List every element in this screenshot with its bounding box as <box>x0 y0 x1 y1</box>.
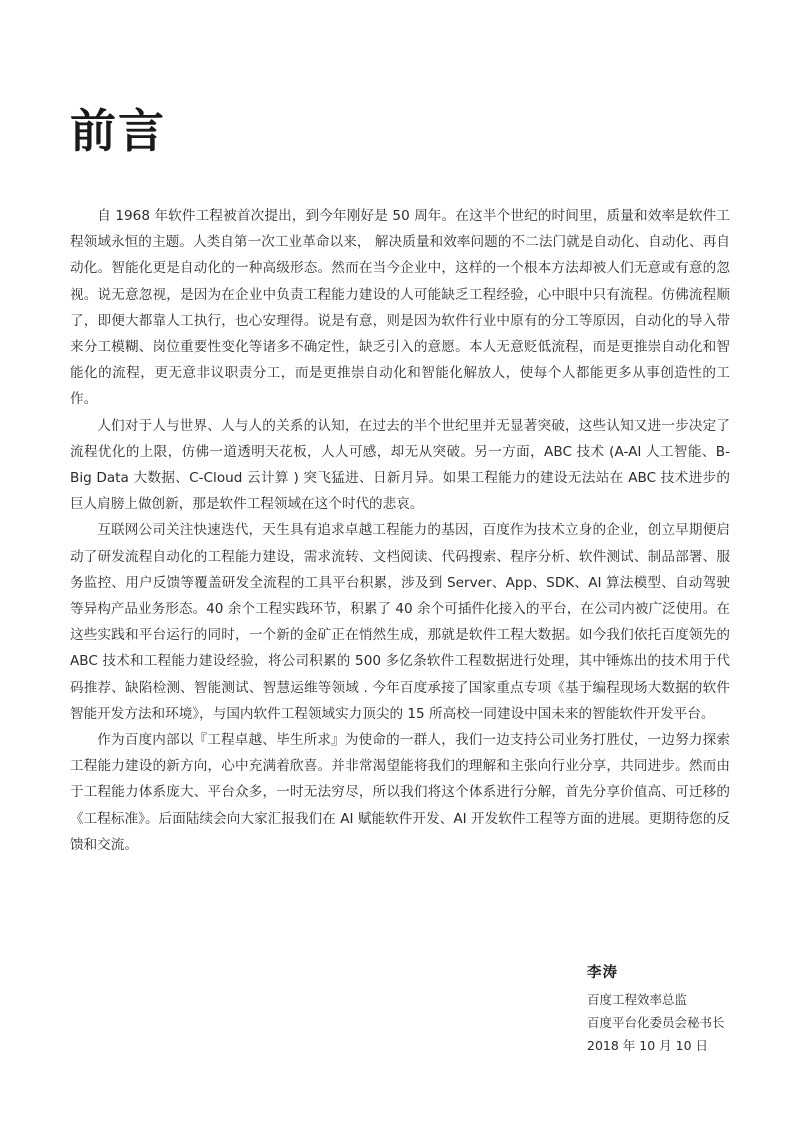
paragraph-1: 自 1968 年软件工程被首次提出，到今年刚好是 50 周年。在这半个世纪的时间里，质量和效率是软件工程领域永恒的主题。人类自第一次工业革命以来， 解决质量和效率问题的不二法门就是自动化、自动化、再自动化。智能化更是自动化的一种高级形态。然而在当今企业中，这样的一个根本方法却被人们无意或有意的忽视。说无意忽视，是因为在企业中负责工程能力建设的人可能缺乏工程经验，心中眼中只有流程。仿佛流程顺了，即便大都靠人工执行，也心安理得。说是有意，则是因为软件行业中原有的分工等原因，自动化的导入带来分工模糊、岗位重要性变化等诸多不确定性，缺乏引入的意愿。本人无意贬低流程，而是更推崇自动化和智能化的流程，更无意非议职责分工，而是更推崇自动化和智能化解放人，使每个人都能更多从事创造性的工作。 <box>70 208 730 408</box>
page-title: 前言 <box>70 104 166 158</box>
paragraph-4: 作为百度内部以『工程卓越、毕生所求』为使命的一群人，我们一边支持公司业务打胜仗，一边努力探索工程能力建设的新方向，心中充满着欣喜。并非常渴望能将我们的理解和主张向行业分享，共同进步。然而由于工程能力体系庞大、平台众多，一时无法穷尽，所以我们将这个体系进行分解，首先分享价值高、可迁移的《工程标准》。后面陆续会向大家汇报我们在 AI 赋能软件开发、AI 开发软件工程等方面的进展。更期待您的反馈和交流。 <box>70 732 730 853</box>
signature-block <box>587 962 777 1057</box>
author-name: 李涛 <box>587 965 618 981</box>
author-title-2: 百度平台化委员会秘书长 <box>587 1015 725 1030</box>
paragraph-2: 人们对于人与世界、人与人的关系的认知，在过去的半个世纪里并无显著突破，这些认知又进一步决定了流程优化的上限，仿佛一道透明天花板，人人可感，却无从突破。另一方面，ABC 技术 (A-AI 人工智能、B-Big Data 大数据、C-Cloud 云计算 ) 突飞猛进、日新月异。如果工程能力的建设无法站在 ABC 技术进步的巨人肩膀上做创新，那是软件工程领域在这个时代的悲哀。 <box>70 417 730 513</box>
signature-date: 2018 年 10 月 10 日 <box>587 1038 708 1053</box>
paragraph-3: 互联网公司关注快速迭代，天生具有追求卓越工程能力的基因，百度作为技术立身的企业，创立早期便启动了研发流程自动化的工程能力建设，需求流转、文档阅读、代码搜索、程序分析、软件测试、制品部署、服务监控、用户反馈等覆盖研发全流程的工具平台积累，涉及到 Server、App、SDK、AI 算法模型、自动驾驶等异构产品业务形态。40 余个工程实践环节，积累了 40 余个可插件化接入的平台，在公司内被广泛使用。在这些实践和平台运行的同时，一个新的金矿正在悄然生成，那就是软件工程大数据。如今我们依托百度领先的 ABC 技术和工程能力建设经验，将公司积累的 500 多亿条软件工程数据进行处理，其中锤炼出的技术用于代码推荐、缺陷检测、智能测试、智慧运维等领域 . 今年百度承接了国家重点专项《基于编程现场大数据的软件智能开发方法和环境》，与国内软件工程领域实力顶尖的 15 所高校一同建设中国未来的智能软件开发平台。 <box>70 522 730 722</box>
author-title-1: 百度工程效率总监 <box>587 992 688 1007</box>
preface-body <box>70 203 730 858</box>
